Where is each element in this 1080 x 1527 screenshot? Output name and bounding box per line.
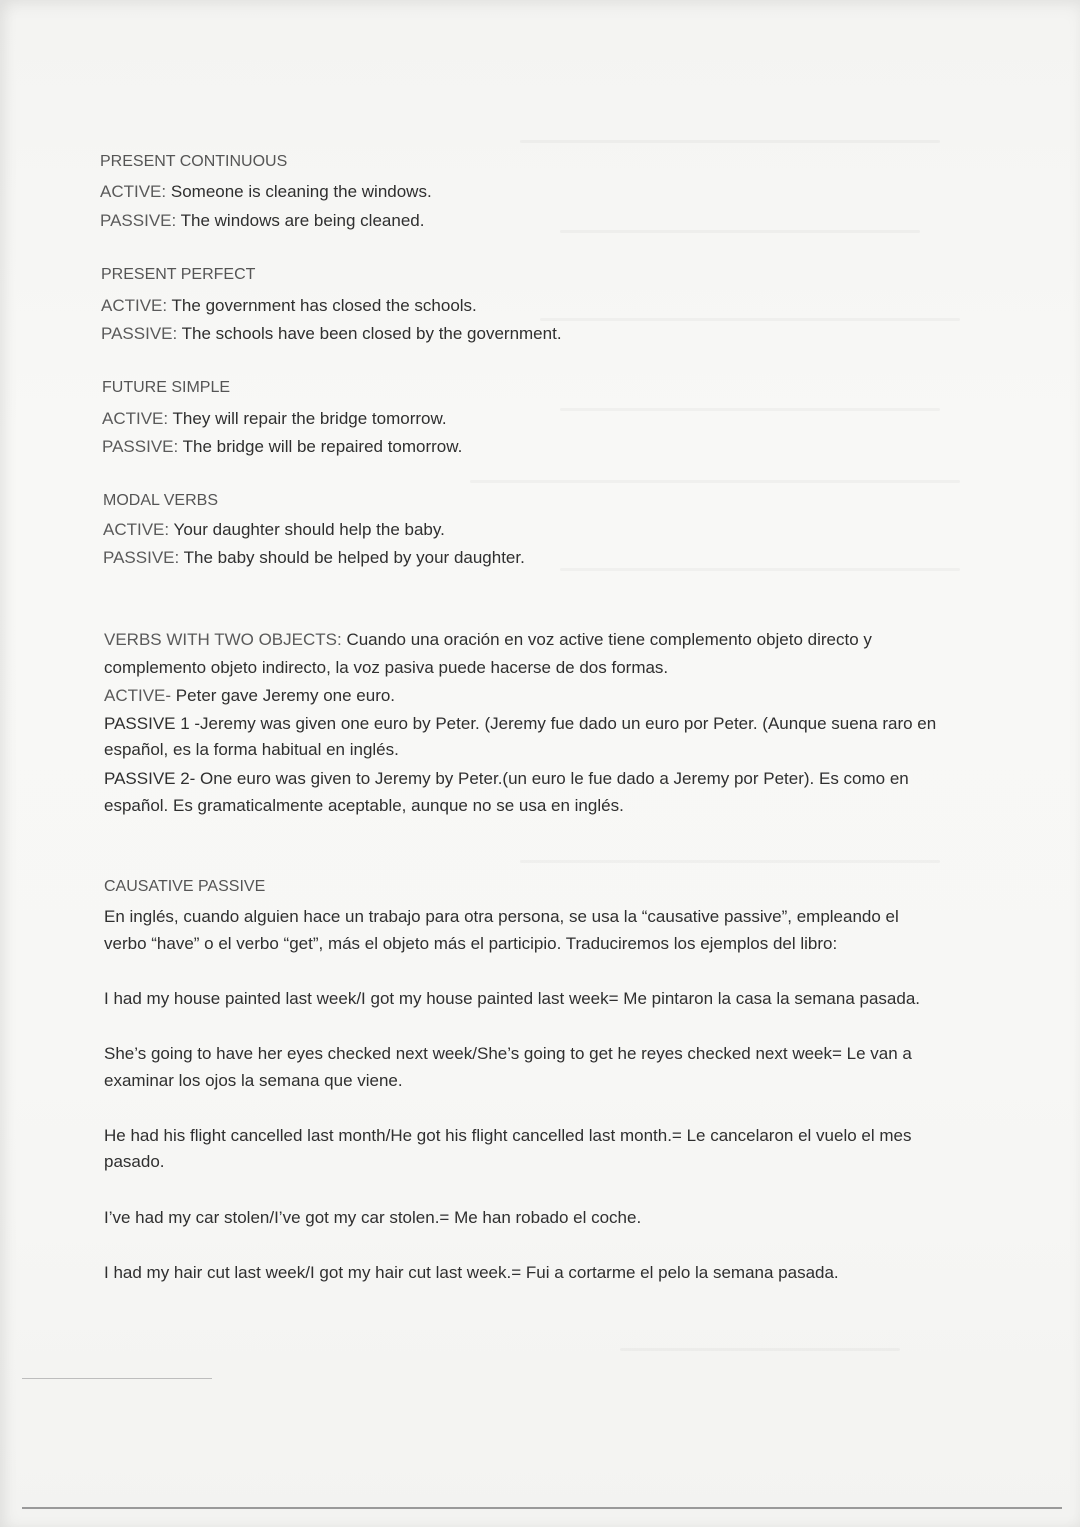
active-label: ACTIVE: <box>102 409 169 428</box>
bleed-through-mark <box>520 140 940 143</box>
bleed-through-mark <box>560 408 940 411</box>
passive-example <box>102 435 462 459</box>
causative-example: He had his flight cancelled last month/He got his flight cancelled last month.= Le cancelaron el vuelo el mes <box>104 1126 912 1145</box>
active-sentence: The government has closed the schools. <box>171 296 477 315</box>
passive-label: PASSIVE: <box>100 211 177 230</box>
active-sentence: They will repair the bridge tomorrow. <box>172 409 447 428</box>
section-heading: MODAL VERBS <box>103 492 218 509</box>
bleed-through-mark <box>560 230 920 233</box>
passive-sentence: The baby should be helped by your daughter. <box>183 548 525 567</box>
two-objects-intro-1 <box>104 628 872 652</box>
bleed-through-mark <box>620 1348 900 1351</box>
passive-example <box>103 546 525 570</box>
active-example <box>100 180 432 204</box>
causative-intro-2: verbo “have” o el verbo “get”, más el objeto más el participio. Traduciremos los ejemplos del libro: <box>104 934 838 953</box>
two-objects-intro-2: complemento objeto indirecto, la voz pasiva puede hacerse de dos formas. <box>104 658 669 677</box>
passive-label: PASSIVE: <box>102 437 179 456</box>
active-example <box>103 518 445 542</box>
section-heading: CAUSATIVE PASSIVE <box>104 878 266 895</box>
passive-2-line-1: PASSIVE 2- One euro was given to Jeremy by Peter.(un euro le fue dado a Jeremy por Peter). Es como en <box>104 769 909 788</box>
passive-label: PASSIVE: <box>103 548 180 567</box>
section-heading: PRESENT PERFECT <box>101 266 256 283</box>
bleed-through-mark <box>540 318 960 321</box>
bleed-through-mark <box>560 568 960 571</box>
passive-2-line-2: español. Es gramaticalmente aceptable, aunque no se usa en inglés. <box>104 796 624 815</box>
active-sentence: Someone is cleaning the windows. <box>170 182 432 201</box>
active-example <box>101 294 477 318</box>
passive-example <box>100 209 424 233</box>
causative-example: I had my house painted last week/I got my house painted last week= Me pintaron la casa la semana pasada. <box>104 989 921 1008</box>
causative-example: I’ve had my car stolen/I’ve got my car stolen.= Me han robado el coche. <box>104 1208 642 1227</box>
passive-example <box>101 322 562 346</box>
section-heading: FUTURE SIMPLE <box>102 379 231 396</box>
passive-sentence: The schools have been closed by the government. <box>181 324 562 343</box>
passive-1-line-1: PASSIVE 1 -Jeremy was given one euro by Peter. (Jeremy fue dado un euro por Peter. (Aunque suena raro en <box>104 714 937 733</box>
causative-example: I had my hair cut last week/I got my hair cut last week.= Fui a cortarme el pelo la semana pasada. <box>104 1263 839 1282</box>
passive-sentence: The windows are being cleaned. <box>180 211 425 230</box>
causative-intro-1: En inglés, cuando alguien hace un trabajo para otra persona, se usa la “causative passive”, empleando el <box>104 907 899 926</box>
active-label: ACTIVE: <box>101 296 168 315</box>
active-sentence: Your daughter should help the baby. <box>173 520 445 539</box>
passive-sentence: The bridge will be repaired tomorrow. <box>182 437 463 456</box>
passive-1-line-2: español, es la forma habitual en inglés. <box>104 740 399 759</box>
active-label: ACTIVE- <box>104 686 172 705</box>
active-example <box>104 684 395 708</box>
causative-example-continued: pasado. <box>104 1152 165 1171</box>
causative-example-continued: examinar los ojos la semana que viene. <box>104 1071 403 1090</box>
active-label: ACTIVE: <box>100 182 167 201</box>
active-sentence: Peter gave Jeremy one euro. <box>175 686 396 705</box>
page-bottom-edge <box>22 1507 1062 1509</box>
active-example <box>102 407 447 431</box>
causative-example: She’s going to have her eyes checked next week/She’s going to get he reyes checked next week= Le van a <box>104 1044 912 1063</box>
bleed-through-mark <box>520 860 940 863</box>
intro-text: Cuando una oración en voz active tiene complemento objeto directo y <box>346 630 872 649</box>
section-heading: VERBS WITH TWO OBJECTS: <box>104 630 342 649</box>
bleed-through-mark <box>470 480 960 483</box>
section-heading: PRESENT CONTINUOUS <box>100 153 288 170</box>
divider-short <box>22 1378 212 1379</box>
active-label: ACTIVE: <box>103 520 170 539</box>
passive-label: PASSIVE: <box>101 324 178 343</box>
